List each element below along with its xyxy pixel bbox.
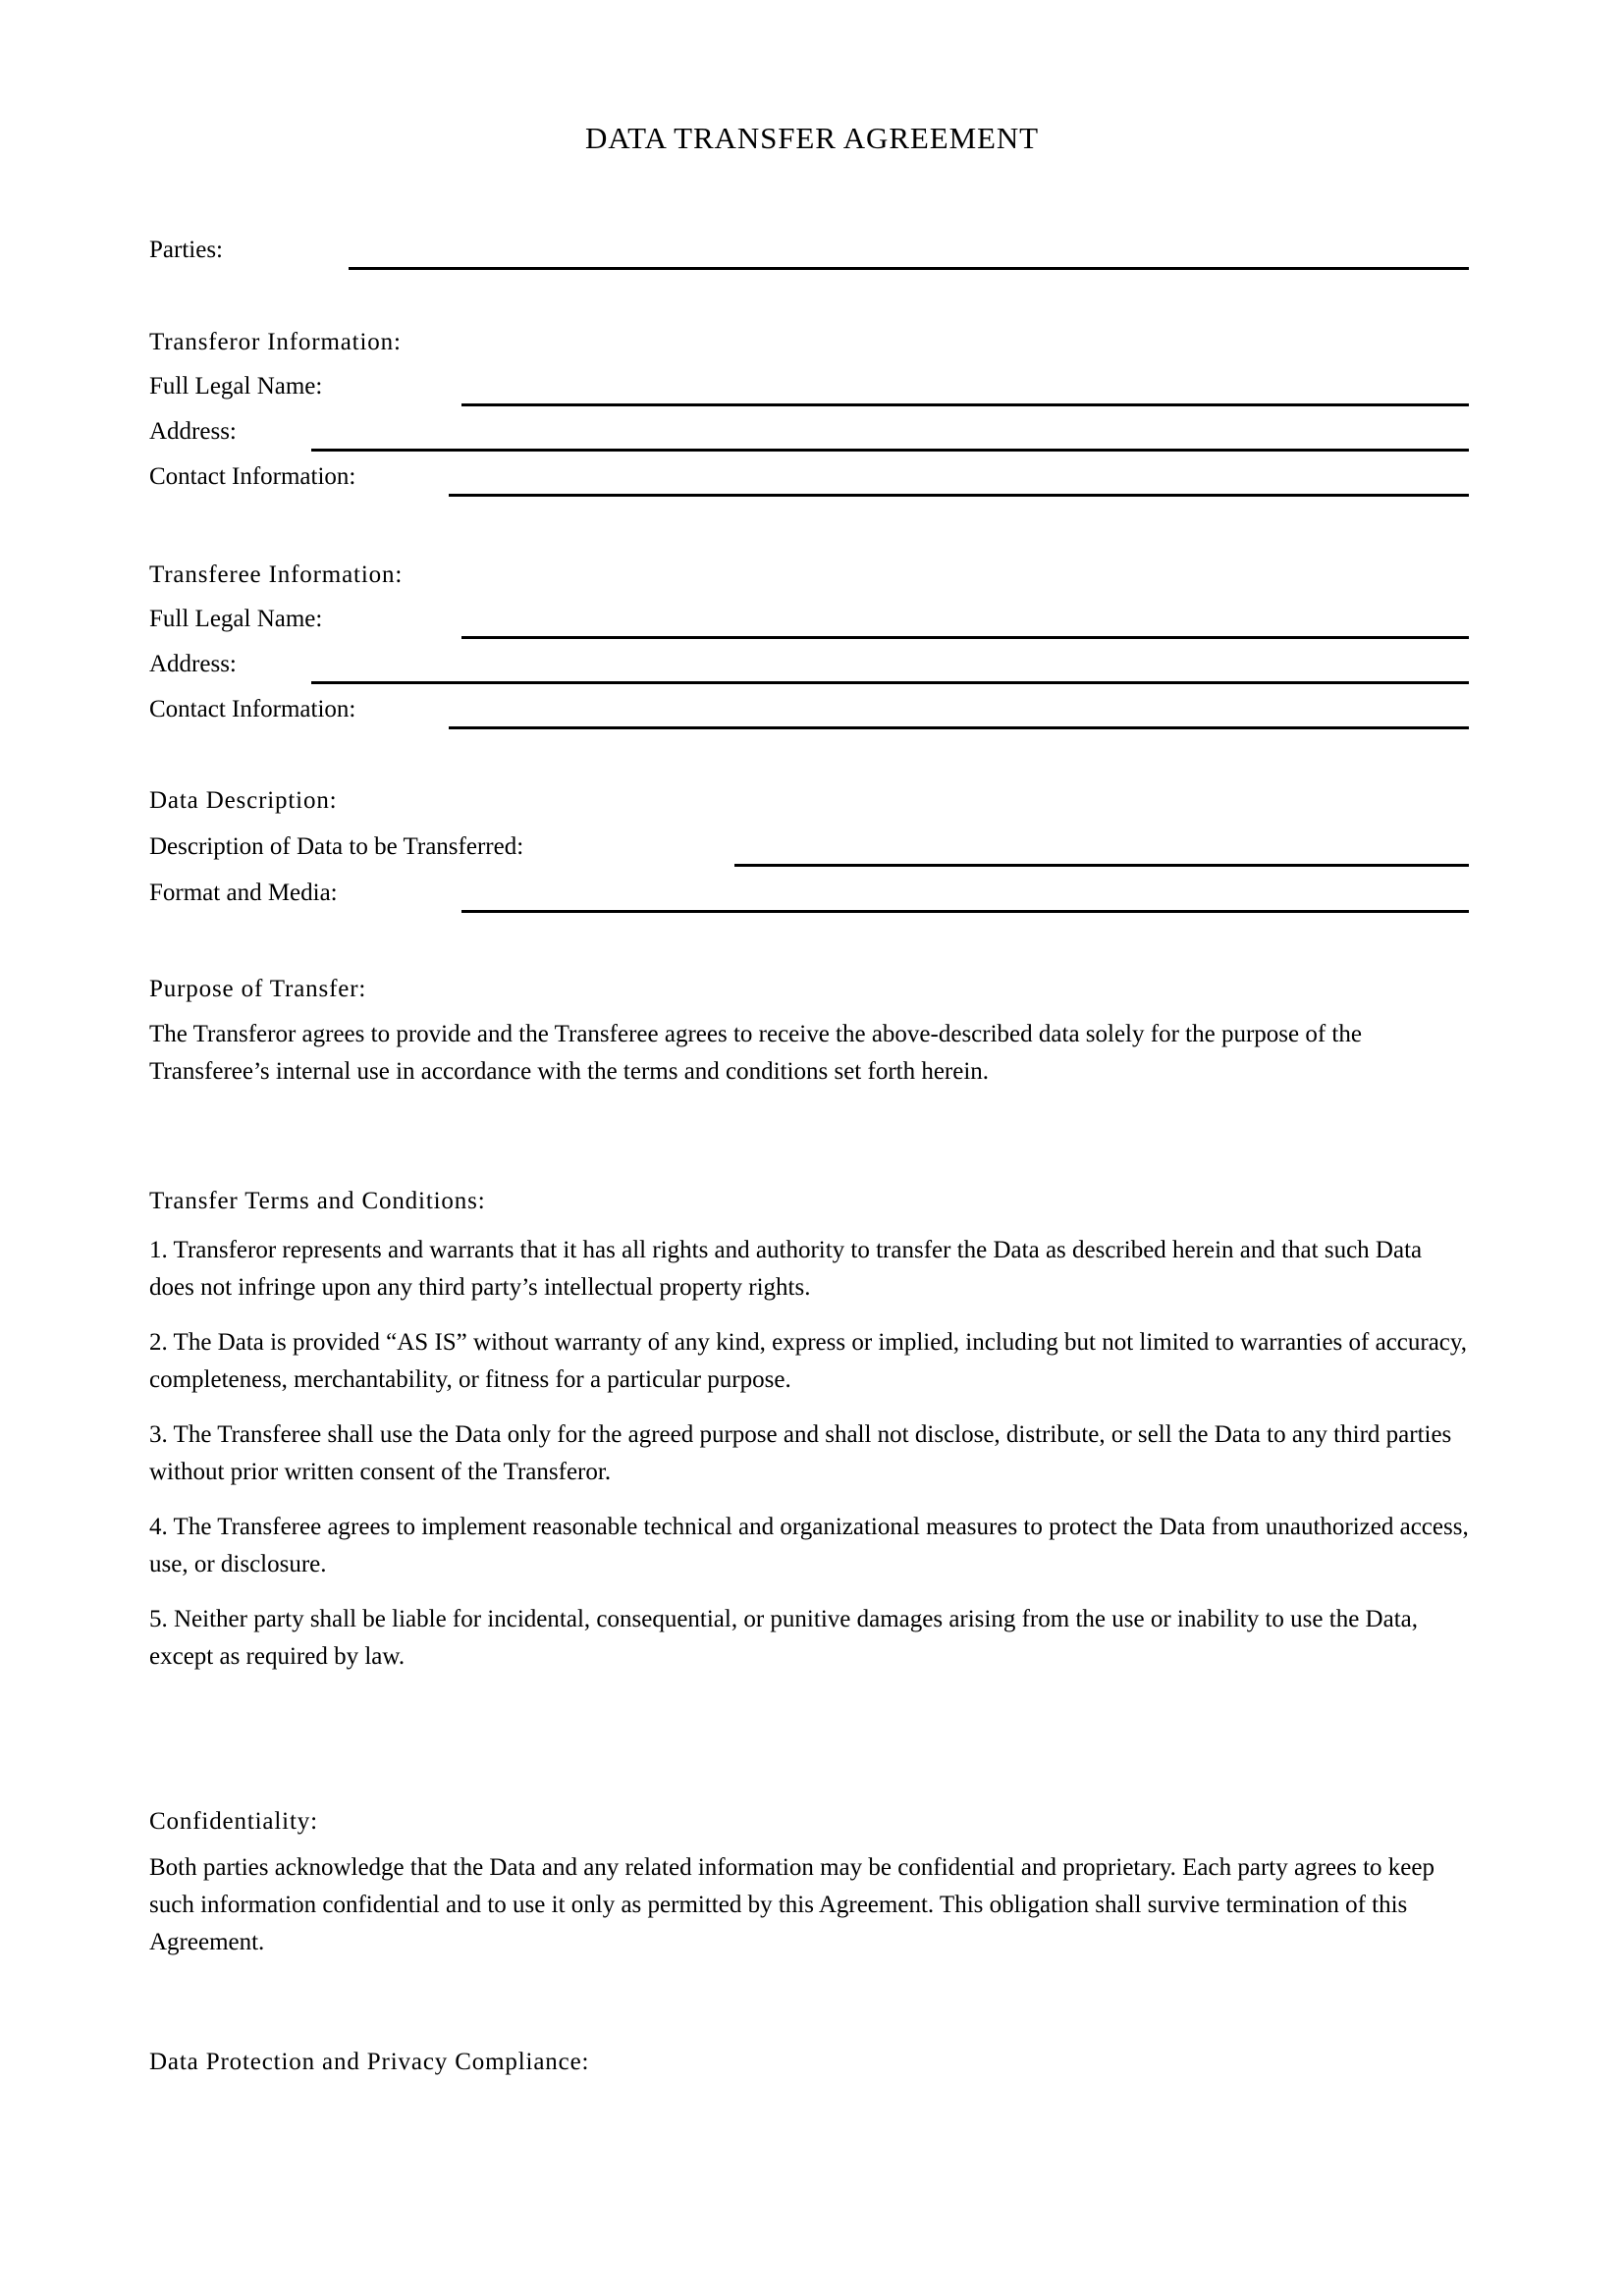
transferor-full-legal-name-label: Full Legal Name: [149, 373, 323, 400]
transferor-full-legal-name-fill-line[interactable] [461, 403, 1469, 406]
transferee-full-legal-name-label: Full Legal Name: [149, 606, 323, 632]
transferor-address-label: Address: [149, 418, 237, 445]
transferee-contact-information-label: Contact Information: [149, 696, 356, 722]
transferee-heading: Transferee Information: [149, 561, 404, 588]
data-description-format-fill-line[interactable] [461, 910, 1469, 913]
confidentiality-heading: Confidentiality: [149, 1808, 318, 1835]
transferee-full-legal-name-fill-line[interactable] [461, 636, 1469, 639]
transferor-heading: Transferor Information: [149, 329, 402, 355]
data-description-description-label: Description of Data to be Transferred: [149, 833, 524, 860]
transfer-terms-item: 1. Transferor represents and warrants that it has all rights and authority to transfer the Data as described herein and that such Data does not infringe upon any third party’s intellectual property rights. [149, 1237, 1423, 1301]
data-description-description-fill-line[interactable] [734, 864, 1469, 867]
transferor-contact-information-label: Contact Information: [149, 463, 356, 490]
transferee-address-fill-line[interactable] [311, 681, 1469, 684]
data-description-format-label: Format and Media: [149, 880, 338, 906]
transfer-terms-item: 5. Neither party shall be liable for incidental, consequential, or punitive damages arising from the use or inability to use the Data, except as required by law. [149, 1606, 1418, 1670]
confidentiality-body: Both parties acknowledge that the Data and any related information may be confidential and proprietary. Each party agrees to keep such information confidential and to use it only as permitted by this Agreement. This obligation shall survive termination of this Agreement. [149, 1854, 1435, 1955]
parties-label: Parties: [149, 237, 223, 263]
page-title: DATA TRANSFER AGREEMENT [584, 121, 1040, 155]
transferee-address-label: Address: [149, 651, 237, 677]
purpose-of-transfer-body: The Transferor agrees to provide and the Transferee agrees to receive the above-described data solely for the purpose of the Transferee’s internal use in accordance with the terms and conditions set forth herein. [149, 1021, 1362, 1085]
transfer-terms-item: 3. The Transferee shall use the Data only for the agreed purpose and shall not disclose, distribute, or sell the Data to any third parties without prior written consent of the Transferor. [149, 1421, 1452, 1485]
data-protection-heading: Data Protection and Privacy Compliance: [149, 2049, 590, 2075]
purpose-of-transfer-heading: Purpose of Transfer: [149, 976, 367, 1002]
transferor-contact-information-fill-line[interactable] [449, 494, 1469, 497]
transferee-contact-information-fill-line[interactable] [449, 726, 1469, 729]
parties-fill-line[interactable] [349, 267, 1469, 270]
transfer-terms-item: 4. The Transferee agrees to implement reasonable technical and organizational measures to protect the Data from unauthorized access, use, or disclosure. [149, 1514, 1469, 1577]
data-description-heading: Data Description: [149, 787, 338, 814]
transfer-terms-item: 2. The Data is provided “AS IS” without warranty of any kind, express or implied, including but not limited to warranties of accuracy, completeness, merchantability, or fitness for a particular purpose. [149, 1329, 1468, 1393]
transferor-address-fill-line[interactable] [311, 449, 1469, 452]
transfer-terms-heading: Transfer Terms and Conditions: [149, 1188, 486, 1214]
